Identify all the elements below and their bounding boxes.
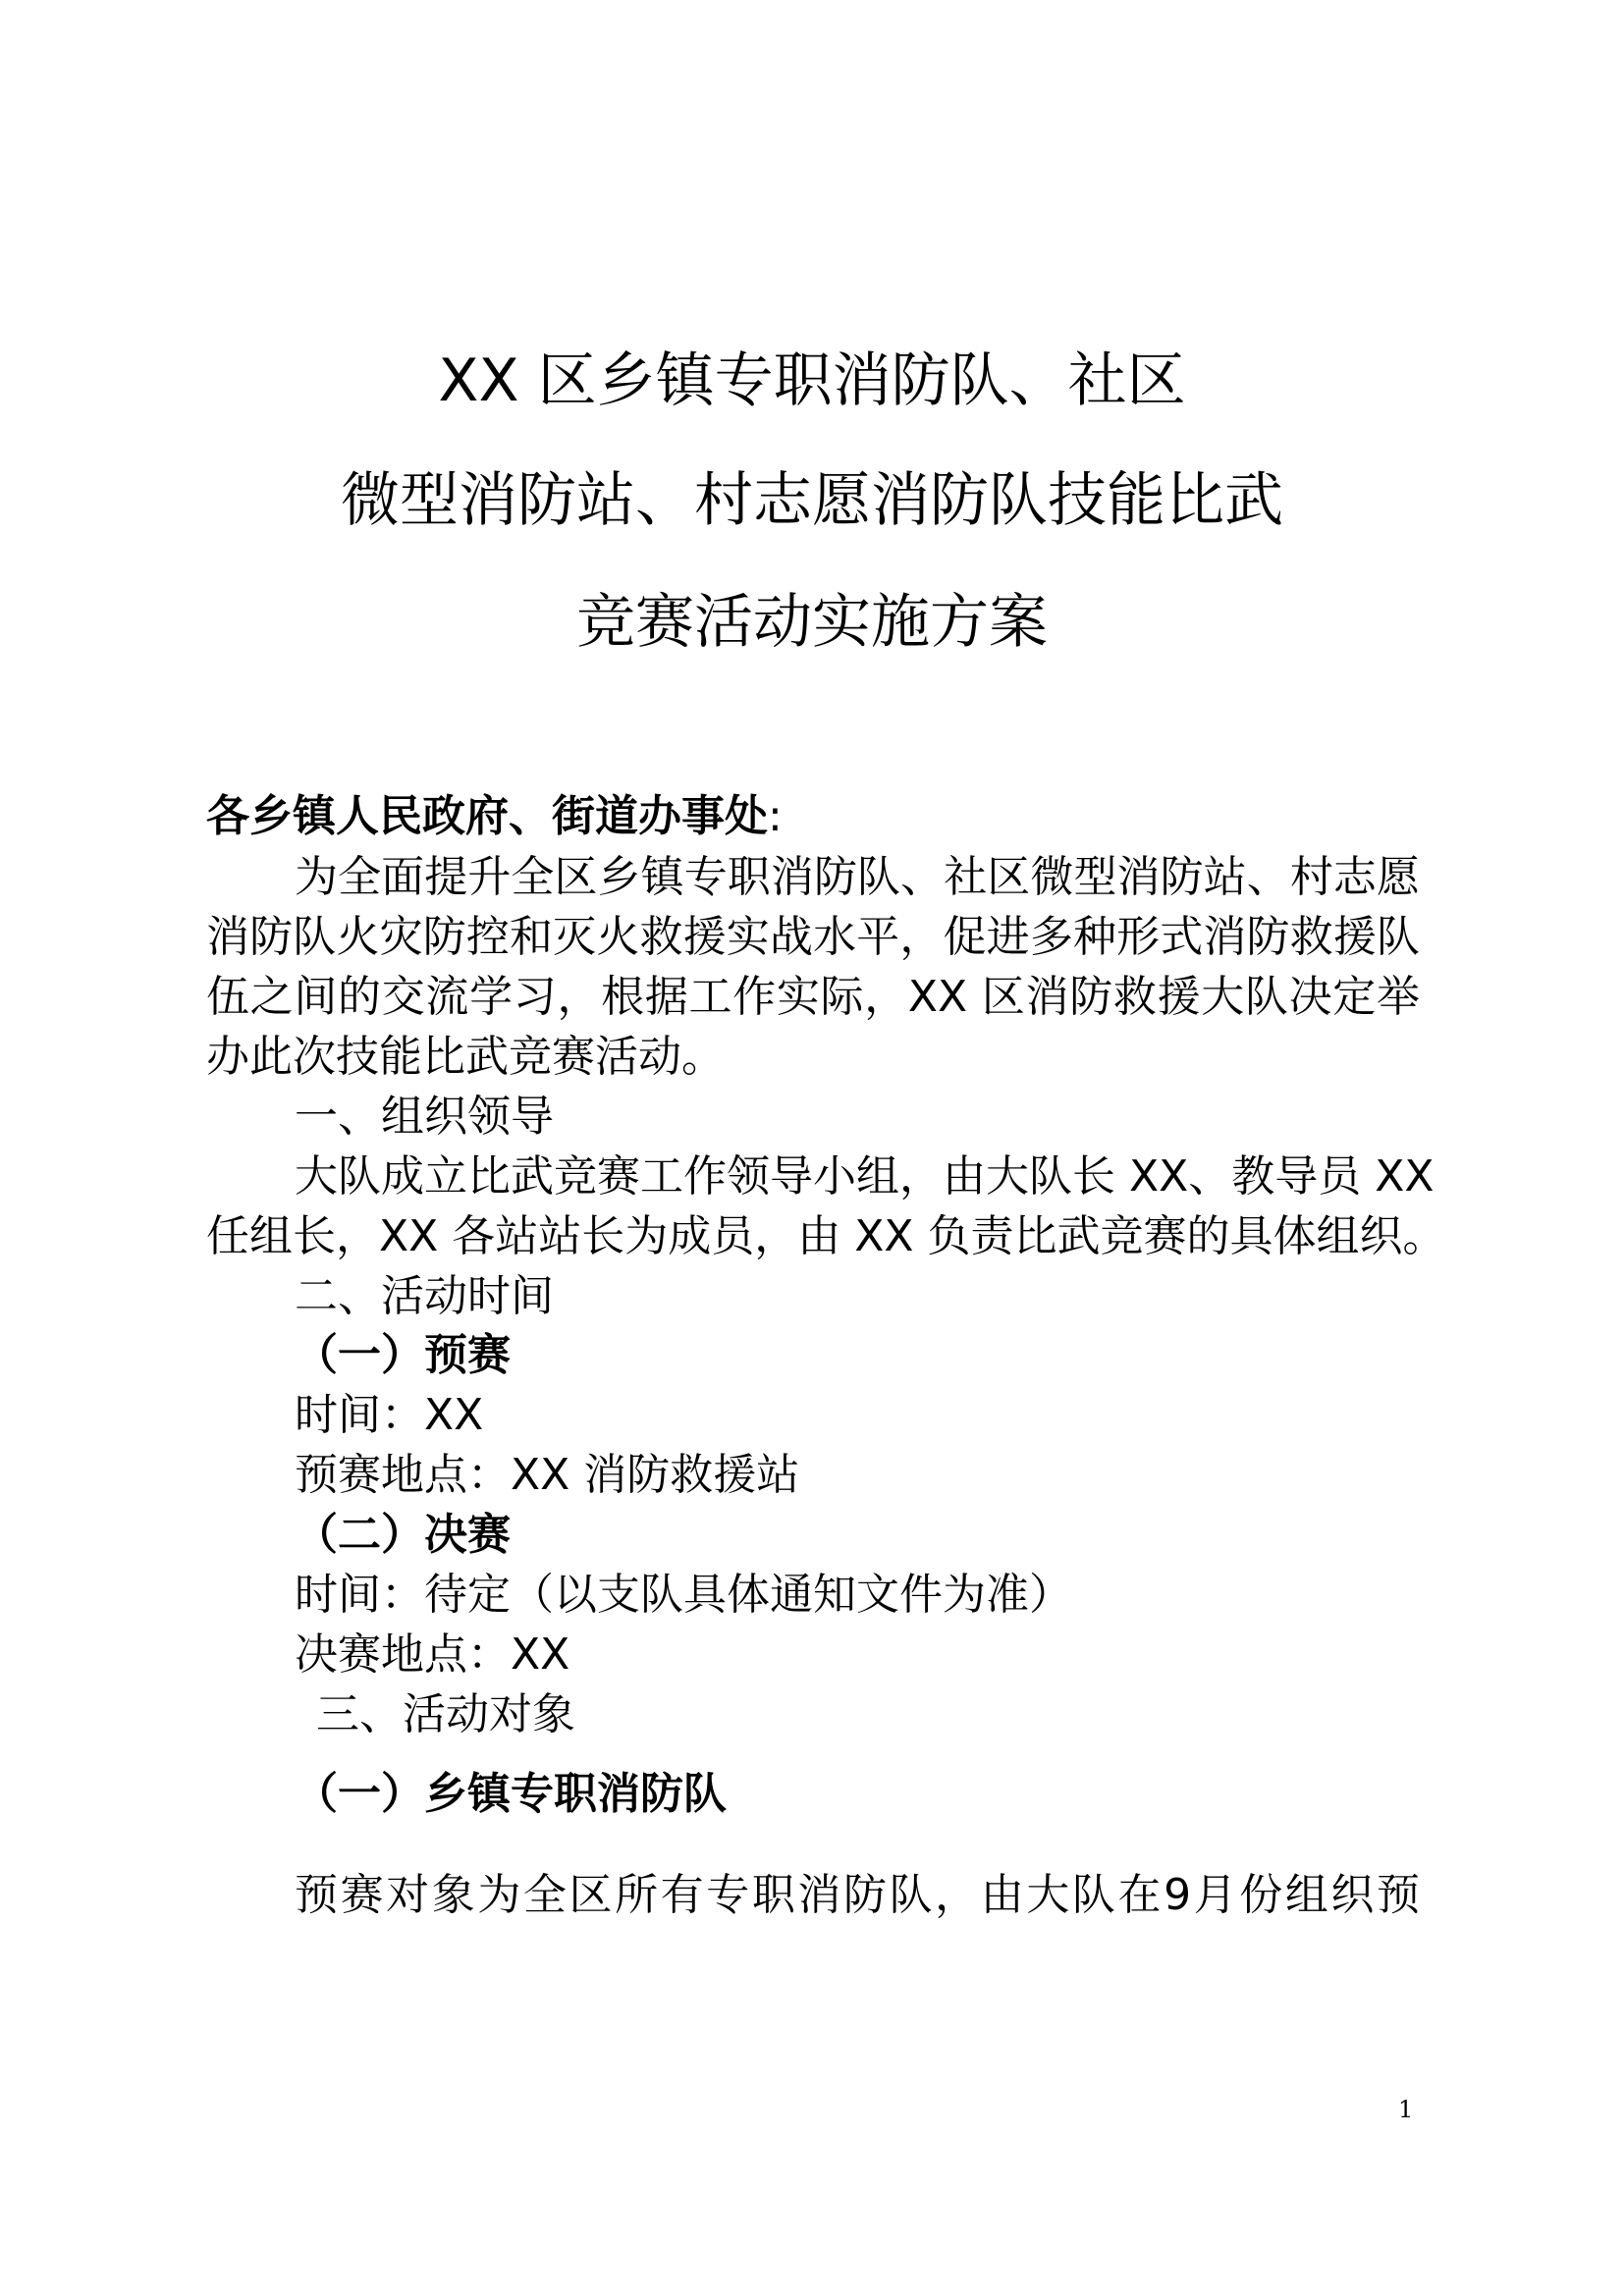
section1-heading: 一、组织领导 bbox=[295, 1092, 554, 1142]
section3-sub1-heading: （一）乡镇专职消防队 bbox=[295, 1769, 727, 1819]
section2-sub2-place: 决赛地点：XX bbox=[295, 1629, 570, 1680]
section1-line-1: 大队成立比武竞赛工作领导小组，由大队长 XX、教导员 XX bbox=[295, 1151, 1435, 1201]
salutation bbox=[206, 789, 783, 844]
intro-line-1: 为全面提升全区乡镇专职消防队、社区微型消防站、村志愿 bbox=[295, 852, 1420, 902]
section2-sub2-time: 时间：待定（以支队具体通知文件为准） bbox=[295, 1570, 1072, 1620]
intro-line-2: 消防队火灾防控和灭火救援实战水平，促进多种形式消防救援队 bbox=[206, 912, 1420, 962]
section3-heading: 三、活动对象 bbox=[316, 1689, 575, 1739]
section3-sub1-line-1: 预赛对象为全区所有专职消防队，由大队在9月份组织预 bbox=[295, 1870, 1420, 1920]
section2-heading: 二、活动时间 bbox=[295, 1271, 554, 1321]
title-line-1: XX 区乡镇专职消防队、社区 bbox=[438, 347, 1186, 415]
salutation-text: 各乡镇人民政府、街道办事处 bbox=[206, 791, 768, 841]
section2-sub2-heading: （二）决赛 bbox=[295, 1510, 511, 1560]
section2-sub1-time: 时间：XX bbox=[295, 1390, 484, 1440]
title-line-3: 竞赛活动实施方案 bbox=[576, 588, 1048, 657]
section2-sub1-place: 预赛地点：XX 消防救援站 bbox=[295, 1450, 800, 1500]
section2-sub1-heading: （一）预赛 bbox=[295, 1330, 511, 1380]
title-line-2: 微型消防站、村志愿消防队技能比武 bbox=[341, 466, 1283, 535]
page-number: 1 bbox=[1398, 2096, 1414, 2123]
intro-line-4: 办此次技能比武竞赛活动。 bbox=[206, 1032, 725, 1082]
intro-line-3: 伍之间的交流学习，根据工作实际，XX 区消防救援大队决定举 bbox=[206, 972, 1420, 1022]
salutation-colon: : bbox=[768, 791, 783, 841]
section1-line-2: 任组长，XX 各站站长为成员，由 XX 负责比武竞赛的具体组织。 bbox=[206, 1211, 1446, 1261]
